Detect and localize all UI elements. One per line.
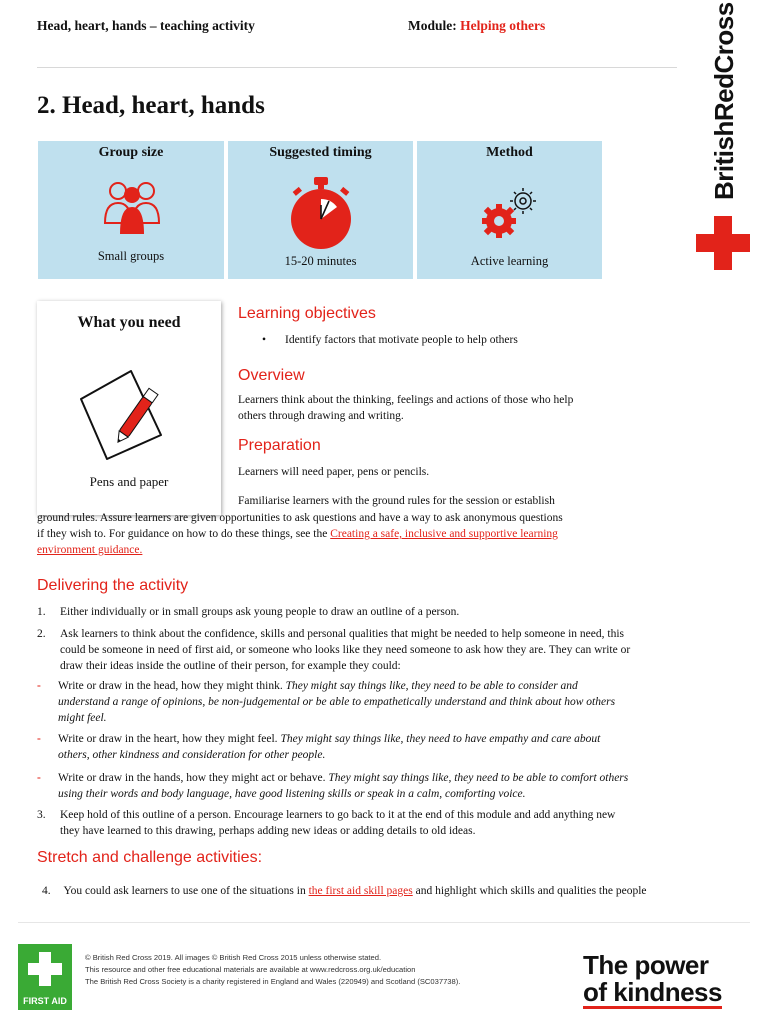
dash-bullet: -	[37, 680, 41, 692]
box-title: Group size	[98, 145, 164, 160]
overview-line-1: Learners think about the thinking, feelings and actions of those who help	[238, 394, 574, 406]
preparation-text-2b: ground rules. Assure learners are given opportunities to ask questions and have a way to ask anonymous questions	[37, 512, 563, 524]
step-3	[37, 807, 717, 839]
slogan	[583, 952, 722, 1009]
step-3-line-2: they have learned to this drawing, perhaps adding new ideas or adding details to old ideas.	[60, 825, 476, 837]
box-value: Small groups	[97, 249, 165, 263]
preparation-heading: Preparation	[238, 437, 321, 454]
stopwatch-icon	[285, 175, 357, 249]
what-you-need-title: What you need	[77, 314, 181, 331]
delivering-heading: Delivering the activity	[37, 577, 189, 594]
box-value: 15-20 minutes	[284, 254, 357, 268]
first-aid-logo	[18, 944, 72, 1010]
red-cross-icon	[696, 216, 750, 270]
bullet-hands	[37, 770, 717, 802]
box-title: Suggested timing	[269, 145, 372, 160]
module-label: Module:	[408, 18, 457, 33]
stretch-item-4-before: You could ask learners to use one of the situations in	[63, 885, 306, 897]
footer-divider	[18, 922, 750, 923]
slogan-line-2: of kindness	[583, 977, 722, 1007]
bullet-head-line-3: might feel.	[58, 712, 107, 724]
objective-item: Identify factors that motivate people to help others	[285, 334, 518, 346]
step-2-line-2: could be someone in need of first aid, or someone who looks like they need someone to ask how they are. They can write or	[60, 644, 631, 656]
header-title: Head, heart, hands – teaching activity	[37, 18, 255, 33]
preparation-text-2a: Familiarise learners with the ground rules for the session or establish	[238, 495, 555, 507]
box-value: Active learning	[470, 254, 549, 268]
bullet-head-plain: Write or draw in the head, how they might think.	[58, 680, 283, 692]
step-3-line-1: Keep hold of this outline of a person. Encourage learners to go back to it at the end of this module and add anything new	[60, 809, 616, 821]
bullet-heart-line-1	[58, 731, 717, 747]
objective-bullet: •	[262, 334, 267, 346]
overview-line-2: others through drawing and writing.	[238, 410, 404, 422]
dash-bullet: -	[37, 772, 41, 784]
stretch-heading: Stretch and challenge activities:	[37, 849, 263, 866]
bullet-hands-line-2: using their words and body language, have good listening skills or speak in a calm, comforting voice.	[58, 788, 526, 800]
first-aid-skill-pages-link[interactable]: the first aid skill pages	[308, 885, 413, 897]
bullet-heart-line-2: others, other kindness and consideration for other people.	[58, 749, 326, 761]
step-2-line-1: Ask learners to think about the confidence, skills and personal qualities that might be needed to help someone in need, this	[60, 628, 624, 640]
module-info	[408, 18, 545, 34]
step-2	[37, 626, 717, 674]
gears-icon	[479, 179, 549, 241]
safe-environment-link[interactable]: Creating a safe, inclusive and supportive learning	[330, 528, 558, 540]
step-2-line-3: draw their ideas inside the outline of their person, for example they could:	[60, 660, 401, 672]
bullet-head-italic: They might say things like, they need to be able to consider and	[285, 680, 578, 692]
footer-line-3: The British Red Cross Society is a charity registered in England and Wales (220949) and Scotland (SC037738).	[85, 977, 461, 986]
bullet-heart-plain: Write or draw in the heart, how they might feel.	[58, 733, 278, 745]
bullet-heart-italic: They might say things like, they need to have empathy and care about	[280, 733, 601, 745]
module-name: Helping others	[460, 18, 546, 33]
brand-wordmark: BritishRedCross	[709, 2, 739, 200]
learning-objectives-heading: Learning objectives	[238, 305, 376, 322]
footer-line-1: © British Red Cross 2019. All images © British Red Cross 2015 unless otherwise stated.	[85, 953, 382, 962]
bullet-hands-line-1	[58, 770, 717, 786]
bullet-hands-plain: Write or draw in the hands, how they might act or behave.	[58, 772, 326, 784]
slogan-line-1: The power	[583, 950, 709, 980]
step-number: 3.	[37, 809, 46, 821]
what-you-need-card	[37, 301, 221, 515]
british-red-cross-logo	[696, 2, 750, 268]
stretch-item-4	[42, 883, 732, 899]
step-number: 1.	[37, 606, 46, 618]
page-title: 2. Head, heart, hands	[37, 92, 265, 119]
bullet-head-line-1	[58, 678, 717, 694]
footer-line-2: This resource and other free educational materials are available at www.redcross.org.uk/education	[85, 965, 416, 974]
first-aid-cross-icon	[26, 950, 64, 988]
group-size-box	[38, 141, 224, 279]
method-box	[417, 141, 602, 279]
step-number: 2.	[37, 628, 46, 640]
box-title: Method	[486, 145, 533, 160]
first-aid-label: FIRST AID	[23, 996, 67, 1006]
preparation-text-2c	[37, 526, 558, 542]
bullet-head-line-2: understand a range of opinions, be non-judgemental or be able to empathetically understand and think about how others	[58, 696, 616, 708]
safe-environment-link-cont[interactable]: environment guidance.	[37, 544, 143, 556]
what-you-need-item: Pens and paper	[89, 474, 169, 489]
dash-bullet: -	[37, 733, 41, 745]
bullet-hands-italic: They might say things like, they need to be able to comfort others	[328, 772, 629, 784]
preparation-text-1: Learners will need paper, pens or pencils.	[238, 466, 430, 478]
suggested-timing-box	[228, 141, 413, 279]
step-1-text: Either individually or in small groups ask young people to draw an outline of a person.	[60, 606, 460, 618]
stretch-item-4-after: and highlight which skills and qualities the people	[415, 885, 647, 897]
step-number: 4.	[42, 885, 51, 897]
step-1	[37, 604, 717, 620]
people-icon	[102, 179, 162, 235]
bullet-heart	[37, 731, 717, 763]
overview-heading: Overview	[238, 367, 305, 384]
preparation-text-2c-lead: if they wish to. For guidance on how to do these things, see the	[37, 528, 328, 540]
bullet-head	[37, 678, 717, 726]
header-divider	[37, 67, 677, 68]
pen-paper-icon	[73, 363, 183, 461]
